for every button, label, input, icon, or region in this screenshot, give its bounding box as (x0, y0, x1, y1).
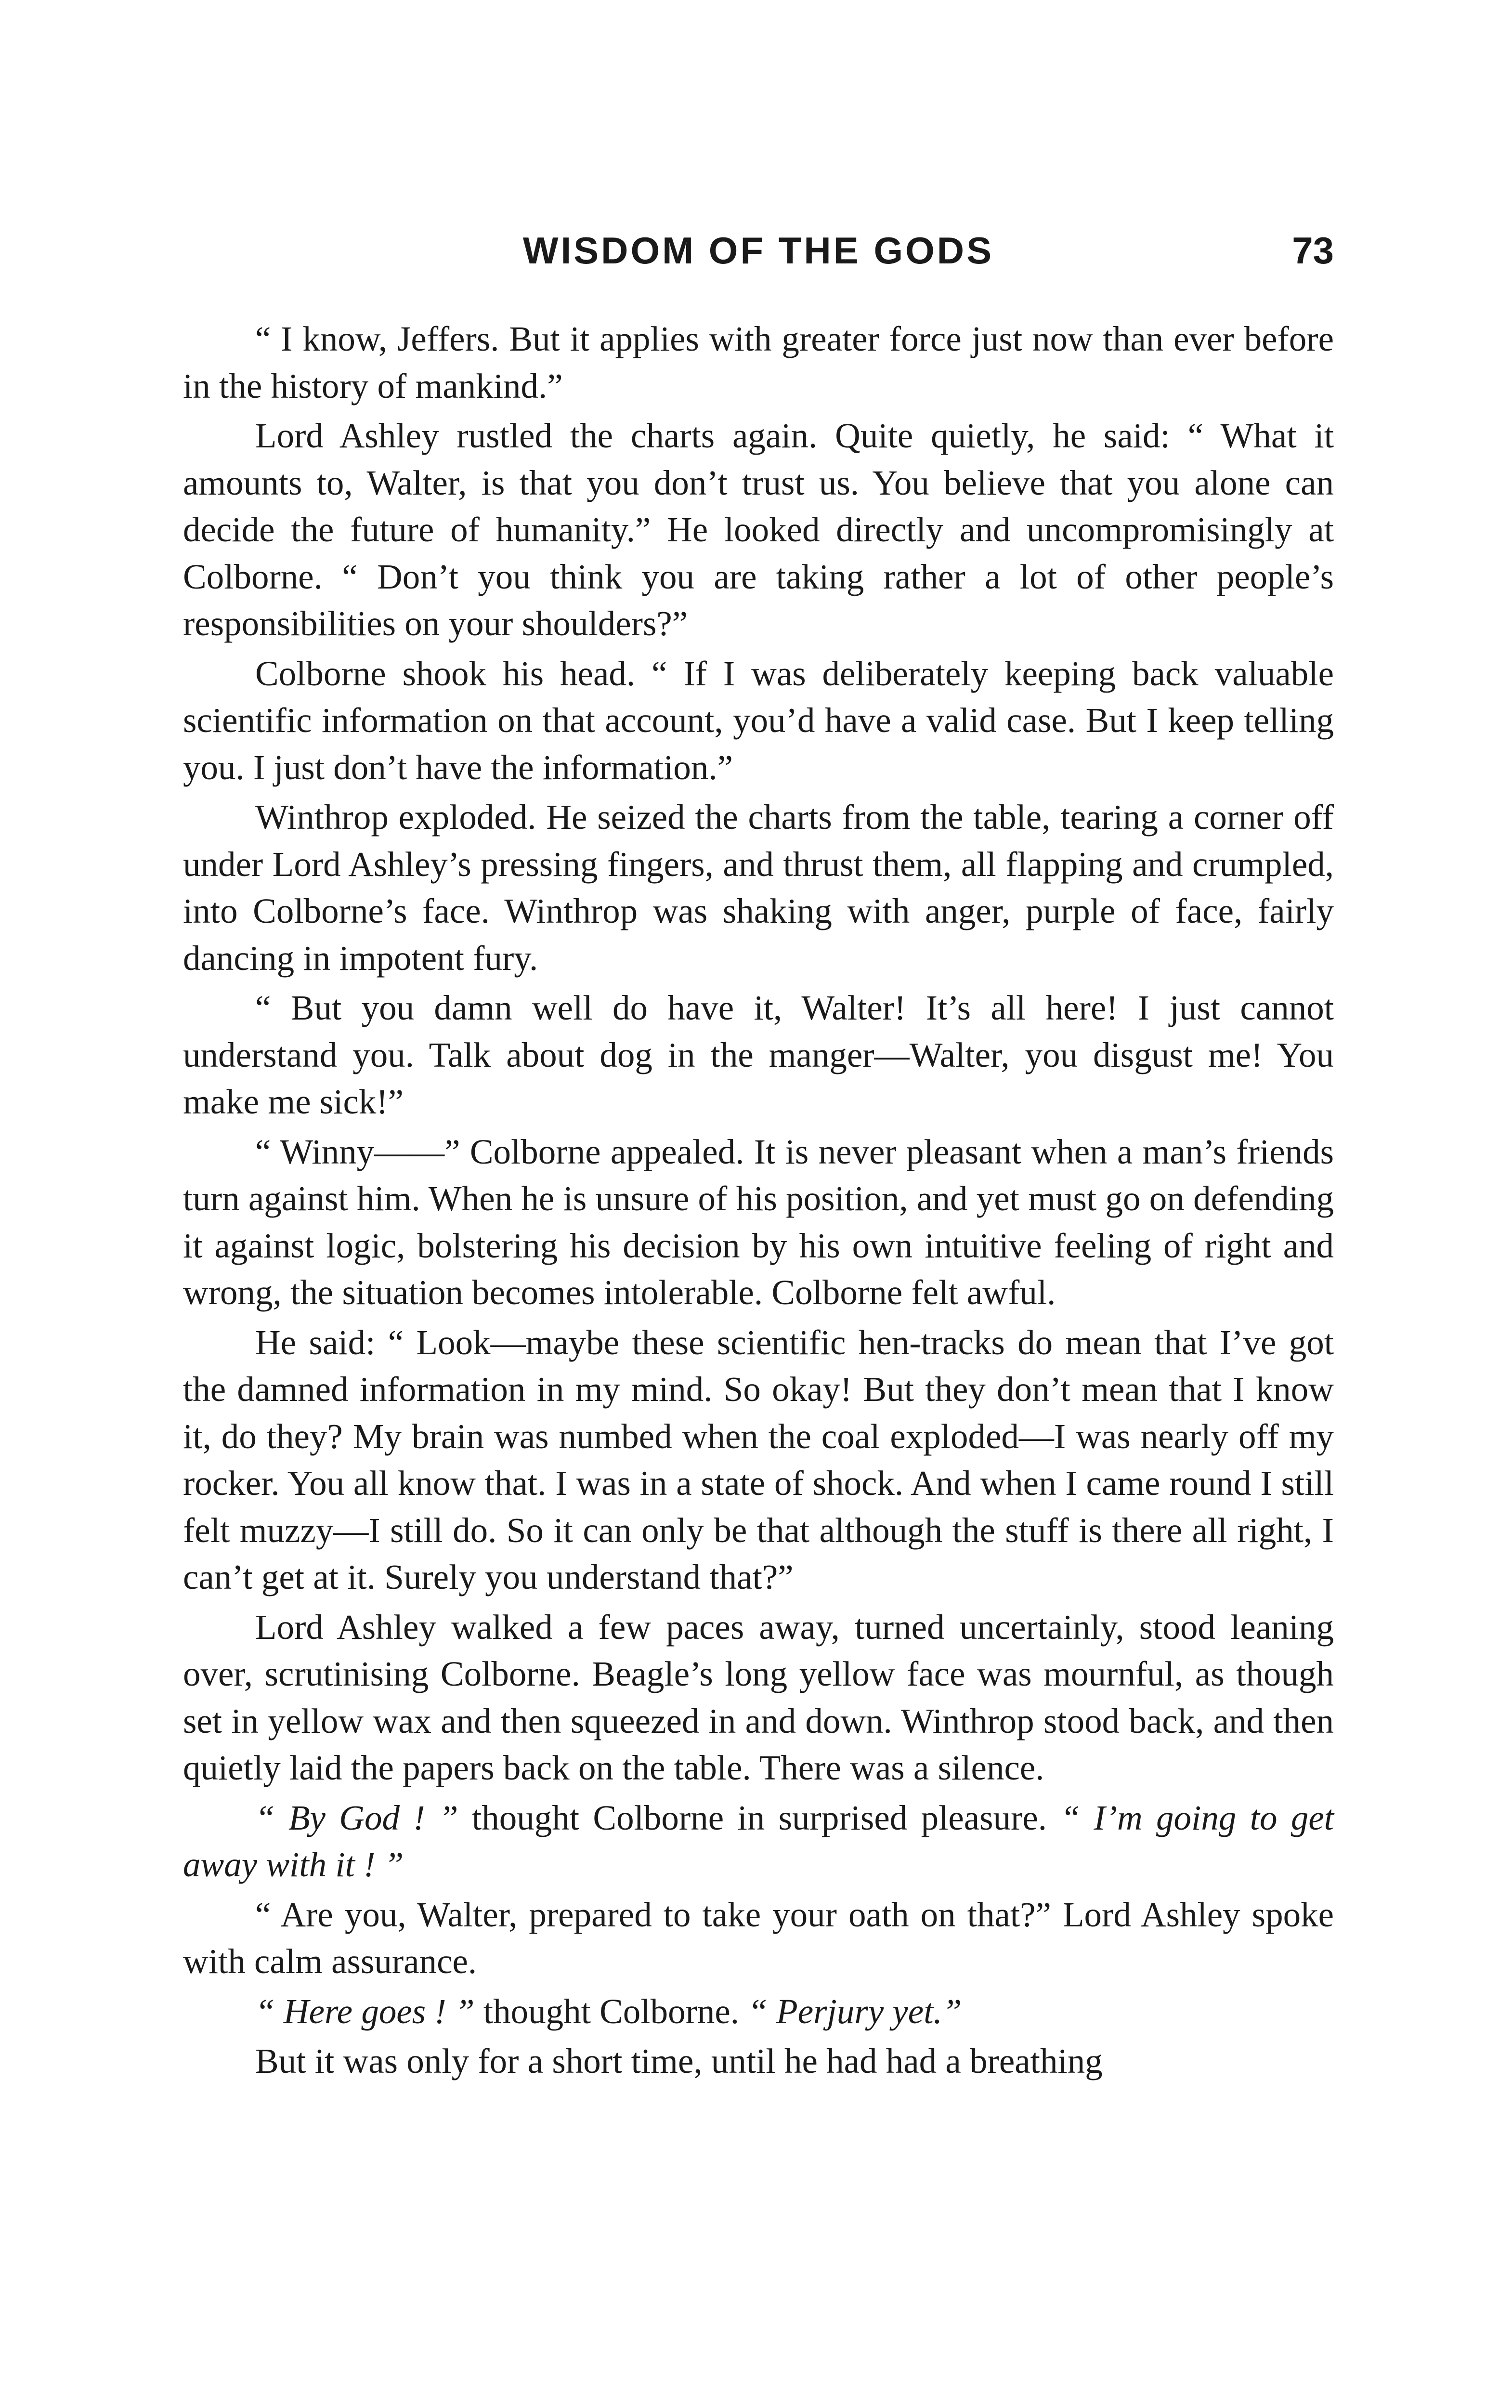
paragraph: He said: “ Look—maybe these scientific hen-tracks do mean that I’ve got the damned information in my mind. So okay! But they don’t mean that I know it, do they? My brain was numbed when the coal exploded—I was nearly off my rocker. You all know that. I was in a state of shock. And when I came round I still felt muzzy—I still do. So it can only be that although the stuff is there all right, I can’t get at it. Surely you understand that?” (183, 1322, 1334, 1597)
italic-thought: “ By God ! ” (255, 1798, 458, 1837)
italic-thought: “ Here goes ! ” (255, 1991, 475, 2031)
page-header (183, 226, 1334, 279)
running-title: WISDOM OF THE GODS (522, 229, 994, 272)
paragraph-by-god (183, 1794, 1334, 1888)
paragraph-here-goes (183, 1988, 1334, 2035)
narration-text: thought Colborne in surprised pleasure. (458, 1798, 1061, 1837)
narration-text: thought Colborne. (474, 1991, 748, 2031)
body-text (183, 315, 1334, 2088)
paragraph: “ But you damn well do have it, Walter! It’s all here! I just cannot understand you. Talk about dog in the manger—Walter, you disgust me! You make me sick!” (183, 988, 1334, 1121)
paragraph: Winthrop exploded. He seized the charts from the table, tearing a corner off under Lord Ashley’s pressing fingers, and thrust them, all flapping and crumpled, into Colborne’s face. Winthrop was shaking with anger, purple of face, fairly dancing in impotent fury. (183, 798, 1334, 978)
page-number: 73 (1292, 229, 1334, 272)
paragraph: Lord Ashley walked a few paces away, turned uncertainly, stood leaning over, scrutinising Colborne. Beagle’s long yellow face was mournful, as though set in yellow wax and then squeezed in and down. Winthrop stood back, and then quietly laid the papers back on the table. There was a silence. (183, 1607, 1334, 1787)
paragraph: “ Winny——” Colborne appealed. It is never pleasant when a man’s friends turn against him. When he is unsure of his position, and yet must go on defending it against logic, bolstering his decision by his own intuitive feeling of right and wrong, the situation becomes intolerable. Colborne felt awful. (183, 1132, 1334, 1312)
paragraph-continued: But it was only for a short time, until he had had a breathing (255, 2042, 1103, 2081)
paragraph: Colborne shook his head. “ If I was deliberately keeping back valuable scientific information on that account, you’d have a valid case. But I keep telling you. I just don’t have the information.” (183, 654, 1334, 787)
italic-thought: “ Perjury yet.” (748, 1991, 962, 2031)
paragraph: “ I know, Jeffers. But it applies with greater force just now than ever before in the history of mankind.” (183, 319, 1334, 406)
paragraph: Lord Ashley rustled the charts again. Quite quietly, he said: “ What it amounts to, Walter, is that you don’t trust us. You believe that you alone can decide the future of humanity.” He looked directly and uncompromisingly at Colborne. “ Don’t you think you are taking rather a lot of other people’s responsibilities on your shoulders?” (183, 416, 1334, 643)
italic-thought: “ I’m going to get away with it ! ” (183, 1798, 1334, 1884)
paragraph: “ Are you, Walter, prepared to take your oath on that?” Lord Ashley spoke with calm assurance. (183, 1895, 1334, 1981)
